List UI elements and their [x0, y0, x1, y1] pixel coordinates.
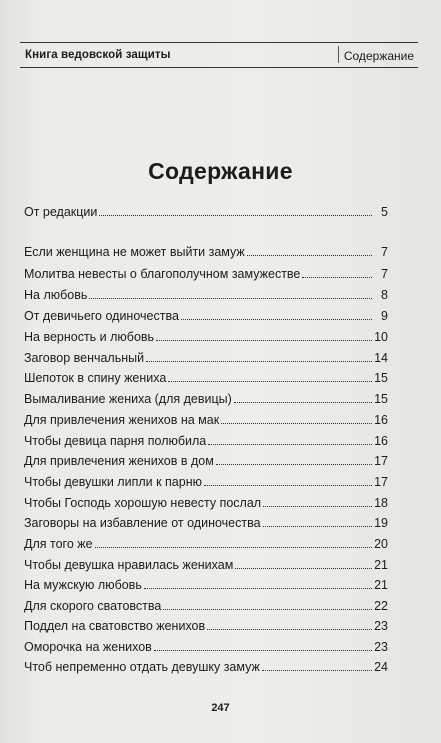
running-header	[20, 42, 418, 68]
toc-entry-title: От девичьего одиночества	[24, 309, 179, 323]
toc-entry-title: На верность и любовь	[24, 330, 155, 344]
toc-leader-dots	[247, 255, 372, 256]
toc-entry-page: 8	[381, 288, 388, 302]
toc-entry	[24, 556, 388, 572]
toc-entry-page: 16	[374, 434, 388, 448]
toc-leader-dots	[208, 444, 372, 445]
toc-entry	[24, 349, 388, 365]
toc-entry	[24, 328, 388, 344]
toc-leader-dots	[99, 215, 372, 216]
toc-leader-dots	[89, 298, 372, 299]
toc-leader-dots	[156, 340, 372, 341]
toc-entry	[24, 494, 388, 510]
toc-leader-dots	[221, 423, 372, 424]
toc-entry-page: 7	[381, 245, 388, 259]
toc-leader-dots	[235, 568, 372, 569]
toc-leader-dots	[216, 464, 372, 465]
toc-entry-title: Заговоры на избавление от одиночества	[24, 516, 261, 530]
toc-leader-dots	[146, 361, 372, 362]
header-book-title: Книга ведовской защиты	[25, 49, 171, 61]
toc-entry-page: 16	[374, 413, 388, 427]
toc-entry-page: 23	[374, 619, 388, 633]
header-section-title: Содержание	[343, 49, 414, 63]
toc-entry	[24, 473, 388, 489]
toc-leader-dots	[263, 526, 372, 527]
toc-entry	[24, 514, 388, 530]
toc-entry	[24, 369, 388, 385]
toc-leader-dots	[207, 629, 372, 630]
toc-entry-page: 21	[374, 578, 388, 592]
toc-leader-dots	[163, 609, 372, 610]
toc-entry-title: От редакции	[24, 205, 98, 219]
toc-entry	[24, 576, 388, 592]
toc-entry-page: 15	[374, 392, 388, 406]
toc-leader-dots	[168, 381, 372, 382]
toc-leader-dots	[181, 319, 372, 320]
toc-entry-title: Чтобы девица парня полюбила	[24, 434, 207, 448]
toc-entry-title: Если женщина не может выйти замуж	[24, 245, 245, 259]
toc-leader-dots	[95, 547, 372, 548]
toc-entry-title: Чтобы девушка нравилась женихам	[24, 558, 234, 572]
toc-entry-page: 15	[374, 371, 388, 385]
toc-entry	[24, 638, 388, 654]
page-number: 247	[211, 702, 230, 714]
toc-leader-dots	[234, 402, 372, 403]
toc-entry	[24, 265, 388, 281]
toc-entry-page: 9	[381, 309, 388, 323]
toc-entry-title: Поддел на сватовство женихов	[24, 619, 206, 633]
toc-entry-page: 18	[374, 496, 388, 510]
toc-entry-page: 10	[374, 330, 388, 344]
toc-entry-title: Вымаливание жениха (для девицы)	[24, 392, 232, 406]
toc-entry-page: 17	[374, 475, 388, 489]
toc-entry-title: Для привлечения женихов на мак	[24, 413, 220, 427]
toc-entry	[24, 452, 388, 468]
toc-entry	[24, 597, 388, 613]
toc-leader-dots	[302, 277, 372, 278]
toc-entry	[24, 390, 388, 406]
toc-entry-title: Оморочка на женихов	[24, 640, 152, 654]
toc-entry	[24, 535, 388, 551]
toc-entry-page: 7	[381, 267, 388, 281]
toc-entry-title: Шепоток в спину жениха	[24, 371, 167, 385]
toc-entry-page: 20	[374, 537, 388, 551]
header-divider	[338, 46, 339, 63]
toc-entry-page: 21	[374, 558, 388, 572]
toc-leader-dots	[204, 485, 372, 486]
toc-entry	[24, 243, 388, 259]
toc-entry	[24, 658, 388, 674]
toc-entry-page: 17	[374, 454, 388, 468]
toc-entry	[24, 307, 388, 323]
toc-entry-page: 24	[374, 660, 388, 674]
toc-leader-dots	[144, 588, 372, 589]
toc-entry	[24, 411, 388, 427]
toc-entry-page: 22	[374, 599, 388, 613]
toc-entry-page: 23	[374, 640, 388, 654]
toc-entry-title: Чтобы Господь хорошую невесту послал	[24, 496, 262, 510]
toc-leader-dots	[263, 506, 372, 507]
page-title: Содержание	[148, 158, 293, 184]
toc-entry-title: На мужскую любовь	[24, 578, 142, 592]
toc-entry-title: Для того же	[24, 537, 93, 551]
toc-entry	[24, 617, 388, 633]
toc-entry-page: 19	[374, 516, 388, 530]
toc-entry-page: 14	[374, 351, 388, 365]
toc-entry-title: Чтобы девушки липли к парню	[24, 475, 202, 489]
toc-leader-dots	[154, 650, 372, 651]
toc-entry-title: Чтоб непременно отдать девушку замуж	[24, 660, 260, 674]
toc-entry-title: Молитва невесты о благополучном замужестве	[24, 267, 301, 281]
toc-entry-title: На любовь	[24, 288, 88, 302]
toc-entry	[24, 203, 388, 219]
toc-entry-title: Для скорого сватовства	[24, 599, 162, 613]
toc-entry-title: Заговор венчальный	[24, 351, 145, 365]
toc-entry-page: 5	[381, 205, 388, 219]
toc-leader-dots	[262, 670, 372, 671]
toc-entry	[24, 286, 388, 302]
toc-entry-title: Для привлечения женихов в дом	[24, 454, 214, 468]
toc-entry	[24, 432, 388, 448]
